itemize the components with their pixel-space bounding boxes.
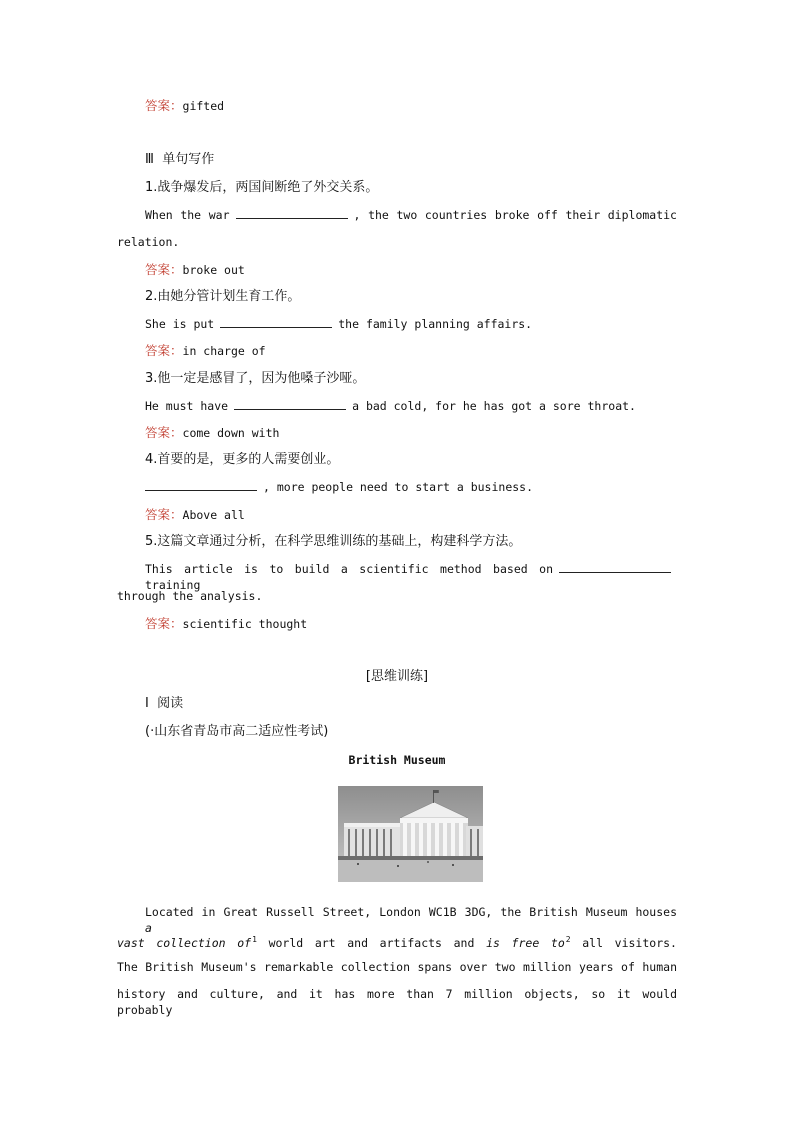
section-heading-writing bbox=[145, 152, 677, 168]
item-chinese-text: 战争爆发后，两国间断绝了外交关系。 bbox=[157, 180, 379, 195]
article-text: Located in Great Russell Street, London WC1B 3DG, the British Museum houses bbox=[145, 905, 677, 919]
section-numeral: Ⅰ bbox=[145, 696, 149, 711]
item-number: 4. bbox=[145, 452, 158, 467]
footnote-marker: 2 bbox=[565, 935, 571, 944]
answer-label: 答案： bbox=[145, 262, 183, 277]
footnote-marker: 1 bbox=[252, 935, 257, 944]
item-4-english bbox=[145, 479, 677, 495]
section-heading-reading bbox=[145, 696, 677, 712]
article-emphasis: a bbox=[145, 921, 152, 935]
answer-value: scientific thought bbox=[182, 617, 308, 631]
article-title: British Museum bbox=[348, 753, 446, 767]
item-5-chinese bbox=[145, 534, 677, 550]
answer-line-prev bbox=[145, 98, 677, 114]
blank-line[interactable] bbox=[559, 561, 671, 573]
article-emphasis: vast collection of bbox=[117, 935, 252, 950]
british-museum-photo bbox=[338, 786, 483, 882]
item-english-pre: He must have bbox=[145, 399, 229, 413]
item-1-chinese bbox=[145, 180, 677, 196]
answer-line-4 bbox=[145, 507, 677, 523]
answer-value: in charge of bbox=[182, 344, 266, 358]
item-3-chinese bbox=[145, 371, 677, 387]
article-text: all visitors. bbox=[582, 935, 677, 950]
item-english-post: the family planning affairs. bbox=[338, 317, 533, 331]
section-title: 单句写作 bbox=[162, 152, 215, 167]
item-2-english bbox=[145, 316, 677, 332]
answer-line-2 bbox=[145, 343, 677, 359]
item-2-chinese bbox=[145, 289, 677, 305]
item-english-pre: She is put bbox=[145, 317, 215, 331]
section-thinking-heading: [思维训练] bbox=[365, 669, 429, 684]
item-english-post: , the two countries broke off their diplomatic bbox=[353, 208, 677, 222]
item-number: 2. bbox=[145, 289, 158, 304]
answer-label: 答案： bbox=[145, 425, 183, 440]
blank-line[interactable] bbox=[145, 479, 257, 491]
answer-label: 答案： bbox=[145, 616, 183, 631]
item-english-pre: When the war bbox=[145, 208, 230, 222]
answer-value: Above all bbox=[182, 508, 245, 522]
answer-line-1 bbox=[145, 262, 677, 278]
article-text: world art and artifacts and bbox=[268, 935, 475, 950]
answer-value: gifted bbox=[182, 99, 225, 113]
item-1-english bbox=[145, 207, 677, 223]
blank-line[interactable] bbox=[220, 316, 332, 328]
answer-value: broke out bbox=[182, 263, 245, 277]
item-english-cont: through the analysis. bbox=[117, 589, 263, 603]
answer-line-3 bbox=[145, 425, 677, 441]
item-4-chinese bbox=[145, 452, 677, 468]
item-chinese-text: 由她分管计划生育工作。 bbox=[157, 289, 301, 304]
item-chinese-text: 这篇文章通过分析，在科学思维训练的基础上，构建科学方法。 bbox=[157, 534, 522, 549]
answer-value: come down with bbox=[182, 426, 280, 440]
item-english-post: , more people need to start a business. bbox=[263, 480, 534, 494]
source-line: (·山东省青岛市高二适应性考试) bbox=[145, 724, 329, 739]
answer-label: 答案： bbox=[145, 343, 183, 358]
item-english-cont: relation. bbox=[117, 235, 180, 249]
blank-line[interactable] bbox=[234, 398, 346, 410]
blank-line[interactable] bbox=[236, 207, 348, 219]
answer-label: 答案： bbox=[145, 507, 183, 522]
item-number: 5. bbox=[145, 534, 158, 549]
item-chinese-text: 首要的是，更多的人需要创业。 bbox=[157, 452, 340, 467]
item-3-english bbox=[145, 398, 677, 414]
item-chinese-text: 他一定是感冒了，因为他嗓子沙哑。 bbox=[157, 371, 366, 386]
section-numeral: Ⅲ bbox=[145, 152, 154, 167]
item-1-english-cont bbox=[117, 234, 677, 250]
article-line-3: The British Museum's remarkable collection spans over two million years of human bbox=[117, 960, 677, 974]
item-english-pre: This article is to build a scientific method based on bbox=[145, 562, 553, 576]
section-title: 阅读 bbox=[157, 696, 184, 711]
item-number: 1. bbox=[145, 180, 158, 195]
item-english-post: a bad cold, for he has got a sore throat. bbox=[352, 399, 636, 413]
article-line-2 bbox=[117, 932, 677, 951]
item-number: 3. bbox=[145, 371, 158, 386]
answer-label: 答案： bbox=[145, 98, 183, 113]
answer-line-5 bbox=[145, 616, 677, 632]
item-5-english-cont bbox=[117, 588, 677, 604]
article-line-4: history and culture, and it has more than 7 million objects, so it would probably bbox=[117, 987, 677, 1017]
item-english-post: training bbox=[145, 578, 201, 592]
article-emphasis: is free to bbox=[486, 935, 565, 950]
